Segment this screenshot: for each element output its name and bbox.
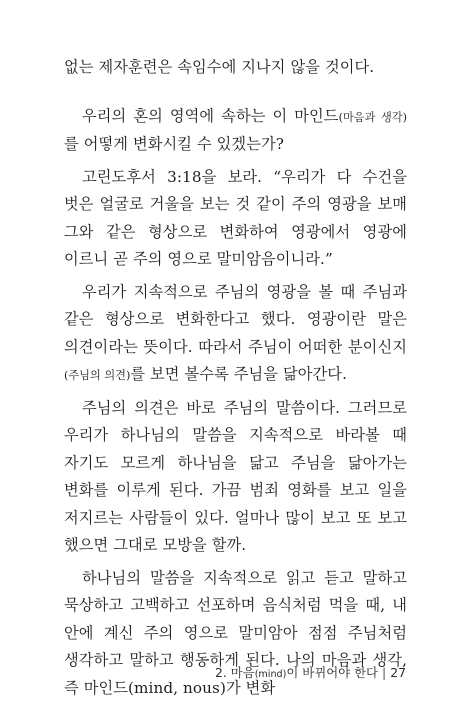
- paragraph-6: 하나님의 말씀을 지속적으로 읽고 듣고 말하고 묵상하고 고백하고 선포하며 음식처럼 먹을 때, 내 안에 계신 주의 영으로 말미암아 점점 주님처럼 생각하고 말하고 행동하게 된다. 나의 마음과 생각, 즉 마인드(mind, nous)가 변화: [64, 568, 407, 697]
- paragraph-2-note: (마음과 생각): [338, 110, 407, 124]
- paragraph-4: [64, 279, 407, 390]
- paragraph-4-note: (주님의 의견): [64, 369, 131, 382]
- paragraph-1: 없는 제자훈련은 속임수에 지나지 않을 것이다.: [64, 58, 375, 76]
- footer-separator: |: [382, 665, 387, 680]
- body-text: [64, 54, 407, 702]
- paragraph-2-text-b: 를 어떻게 변화시킬 수 있겠는가?: [64, 135, 284, 153]
- chapter-title-a: 2. 마음: [214, 665, 255, 680]
- paragraph-4-text-a: 우리가 지속적으로 주님의 영광을 볼 때 주님과 같은 형상으로 변화한다고 했다. 영광이란 말은 의견이라는 뜻이다. 따라서 주님이 어떠한 분이신지: [64, 282, 407, 356]
- paragraph-4-text-b: 를 보면 볼수록 주님을 닮아간다.: [130, 365, 347, 383]
- paragraph-2: [64, 103, 407, 159]
- chapter-title-note: (mind): [254, 669, 287, 680]
- page-number: 27: [390, 665, 406, 680]
- paragraph-5: 주님의 의견은 바로 주님의 말씀이다. 그러므로 우리가 하나님의 말씀을 지속적으로 바라볼 때 자기도 모르게 하나님을 닮고 주님을 닮아가는 변화를 이루게 된다. 가끔 범죄 영화를 보고 일을 저지르는 사람들이 있다. 얼마나 많이 보고 또 보고 했으면 그대로 모방을 할까.: [64, 398, 407, 554]
- paragraph-2-text-a: 우리의 혼의 영역에 속하는 이 마인드: [82, 106, 339, 125]
- paragraph-3: 고린도후서 3:18을 보라. “우리가 다 수건을 벗은 얼굴로 거울을 보는 것 같이 주의 영광을 보매 그와 같은 형상으로 변화하여 영광에서 영광에 이르니 곧 주의 영으로 말미암음이니라.”: [64, 167, 407, 268]
- chapter-title-b: 이 바뀌어야 한다: [286, 665, 379, 680]
- running-footer: [215, 663, 406, 681]
